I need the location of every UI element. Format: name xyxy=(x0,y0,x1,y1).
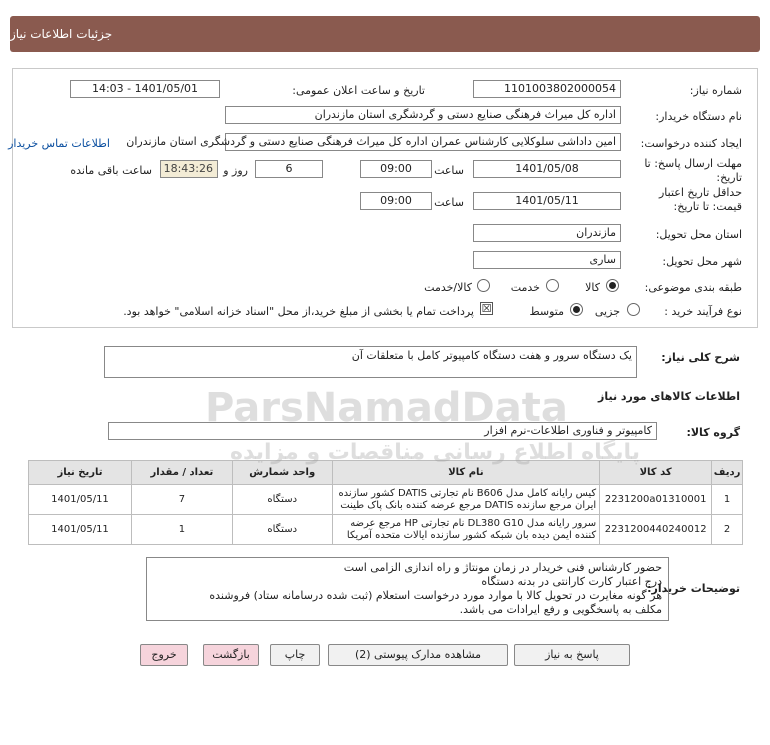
summary-label: شرح کلی نیاز: xyxy=(661,351,740,364)
province-label: استان محل تحویل: xyxy=(655,228,742,241)
row-unit: دستگاه xyxy=(232,515,332,545)
validity-label: حداقل تاریخ اعتبار xyxy=(658,186,742,199)
buyer-notes-box xyxy=(146,557,669,621)
table-header-row xyxy=(29,461,743,485)
row-qty: 1 xyxy=(131,515,232,545)
validity-time-label: ساعت xyxy=(434,196,464,209)
summary-field: یک دستگاه سرور و هفت دستگاه کامپیوتر کامل با متعلقات آن xyxy=(104,346,637,378)
deadline-label-2: تاریخ: xyxy=(716,171,742,184)
watermark-tagline: پایگاه اطلاع رسانی مناقصات و مزایده xyxy=(230,440,640,465)
city-label: شهر محل تحویل: xyxy=(662,255,742,268)
col-unit: واحد شمارش xyxy=(232,461,332,485)
row-number: 1 xyxy=(712,485,743,515)
process-radio-minor[interactable] xyxy=(627,303,640,316)
category-radio-goods-service[interactable] xyxy=(477,279,490,292)
back-button[interactable]: بازگشت xyxy=(203,644,259,666)
validity-label-2: قیمت: تا تاریخ: xyxy=(673,200,742,213)
remaining-label: ساعت باقی مانده xyxy=(70,164,152,177)
remaining-time-field: 18:43:26 xyxy=(160,160,218,178)
row-name: کیس رایانه کامل مدل B606 نام تجارتی DATIS کشور سازنده ایران مرجع سازنده DATIS مرجع عرضه کننده بانک پاک طینت xyxy=(332,485,600,515)
row-date: 1401/05/11 xyxy=(29,485,132,515)
buyer-note-line: هر گونه مغایرت در تحویل کالا با موارد مورد درخواست استعلام (ثبت شده درسامانه ستاد) فروشنده xyxy=(209,589,662,602)
col-row: ردیف xyxy=(712,461,743,485)
need-number-field: 1101003802000054 xyxy=(473,80,621,98)
category-label: طبقه بندی موضوعی: xyxy=(644,281,742,294)
deadline-label: مهلت ارسال پاسخ: تا xyxy=(644,157,742,170)
table-row xyxy=(29,515,743,545)
col-qty: تعداد / مقدار xyxy=(131,461,232,485)
row-qty: 7 xyxy=(131,485,232,515)
need-number-label: شماره نیاز: xyxy=(689,84,742,97)
creator-field: امین داداشی سلوکلایی کارشناس عمران اداره کل میراث فرهنگی صنایع دستی و گردشگری استان مازندران xyxy=(225,133,621,151)
province-field: مازندران xyxy=(473,224,621,242)
city-field: ساری xyxy=(473,251,621,269)
category-radio-goods[interactable] xyxy=(606,279,619,292)
row-name: سرور رایانه مدل DL380 G10 نام تجارتی HP مرجع عرضه کننده ایمن دیده بان شبکه کشور سازنده ایالات متحده آمریکا xyxy=(332,515,600,545)
print-button[interactable]: چاپ xyxy=(270,644,320,666)
deadline-time-label: ساعت xyxy=(434,164,464,177)
watermark-brand: ParsNamadData xyxy=(205,385,568,431)
goods-table xyxy=(28,460,743,545)
category-option-service: خدمت xyxy=(510,281,540,294)
col-name: نام کالا xyxy=(332,461,600,485)
payment-note: پرداخت تمام یا بخشی از مبلغ خرید،از محل "اسناد خزانه اسلامی" خواهد بود. xyxy=(123,305,474,318)
process-option-minor: جزیی xyxy=(594,305,620,318)
buyer-org-field: اداره کل میراث فرهنگی صنایع دستی و گردشگری استان مازندران xyxy=(225,106,621,124)
announce-label: تاریخ و ساعت اعلان عمومی: xyxy=(292,84,425,97)
row-code: 2231200440240012 xyxy=(600,515,712,545)
page-title-bar xyxy=(10,16,760,52)
category-option-goods-service: کالا/خدمت xyxy=(424,281,472,294)
deadline-time-field: 09:00 xyxy=(360,160,432,178)
announce-field: 1401/05/01 - 14:03 xyxy=(70,80,220,98)
process-radio-medium[interactable] xyxy=(570,303,583,316)
buyer-notes-label: توضیحات خریدار: xyxy=(647,582,740,595)
validity-time-field: 09:00 xyxy=(360,192,432,210)
goods-group-field: کامپیوتر و فناوری اطلاعات-نرم افزار xyxy=(108,422,657,440)
goods-info-heading: اطلاعات کالاهای مورد نیاز xyxy=(598,390,740,403)
process-option-medium: متوسط xyxy=(529,305,564,318)
buyer-note-line: حضور کارشناس فنی خریدار در زمان مونتاژ و راه اندازی الزامی است xyxy=(343,561,662,574)
buyer-note-line: مکلف به پاسخگویی و رفع ایرادات می باشد. xyxy=(459,603,662,616)
contact-info-link[interactable]: اطلاعات تماس خریدار xyxy=(8,137,110,150)
exit-button[interactable]: خروج xyxy=(140,644,188,666)
category-option-goods: کالا xyxy=(585,281,600,294)
buyer-note-line: درج اعتبار کارت کارانتی در بدنه دستگاه xyxy=(481,575,662,588)
page-title: جزئیات اطلاعات نیاز xyxy=(10,27,113,41)
category-radio-service[interactable] xyxy=(546,279,559,292)
buyer-org-label: نام دستگاه خریدار: xyxy=(655,110,742,123)
days-field: 6 xyxy=(255,160,323,178)
creator-label: ایجاد کننده درخواست: xyxy=(640,137,742,150)
row-date: 1401/05/11 xyxy=(29,515,132,545)
col-date: تاریخ نیاز xyxy=(29,461,132,485)
row-number: 2 xyxy=(712,515,743,545)
reply-button[interactable]: پاسخ به نیاز xyxy=(514,644,630,666)
deadline-date-field: 1401/05/08 xyxy=(473,160,621,178)
col-code: کد کالا xyxy=(600,461,712,485)
row-unit: دستگاه xyxy=(232,485,332,515)
validity-date-field: 1401/05/11 xyxy=(473,192,621,210)
treasury-checkbox[interactable]: ☒ xyxy=(481,302,492,315)
process-label: نوع فرآیند خرید : xyxy=(664,305,742,318)
goods-group-label: گروه کالا: xyxy=(686,426,740,439)
view-docs-button[interactable]: مشاهده مدارک پیوستی (2) xyxy=(328,644,508,666)
days-label: روز و xyxy=(223,164,248,177)
table-row xyxy=(29,485,743,515)
row-code: 2231200a01310001 xyxy=(600,485,712,515)
